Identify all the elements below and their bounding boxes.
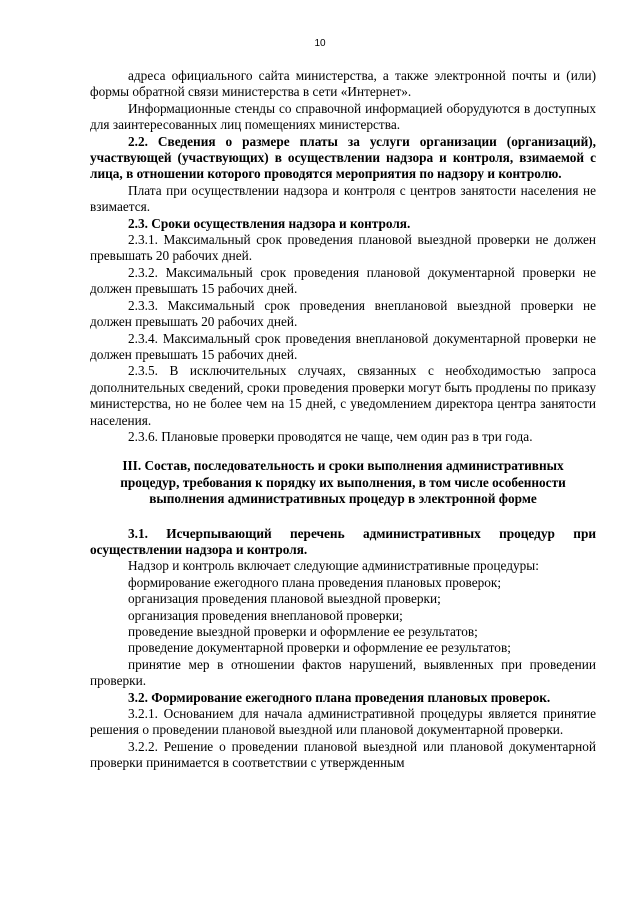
section-heading-2-2: 2.2. Сведения о размере платы за услуги организации (организаций), участвующей (участвующих) в осуществлении надзора и контроля, взимаемой с лица, в отношении которого проводятся мероприятия по надзору и контролю. — [90, 133, 596, 182]
section-heading-3-1: 3.1. Исчерпывающий перечень административных процедур при осуществлении надзора и контроля. — [90, 525, 596, 557]
list-item: проведение документарной проверки и оформление ее результатов; — [128, 640, 511, 656]
paragraph: 2.3.5. В исключительных случаях, связанных с необходимостью запроса дополнительных сведений, сроки проведения проверки могут быть продлены по приказу министерства, но не более чем на 15 дней, с уведомлением директора центра занятости населения. — [90, 363, 596, 428]
chapter-title-iii: III. Состав, последовательность и сроки выполнения административных процедур, требования к порядку их выполнения, в том числе особенности выполнения административных процедур в электронной форме — [120, 458, 566, 507]
page-number: 10 — [314, 38, 326, 49]
list-item: организация проведения внеплановой проверки; — [128, 607, 403, 623]
paragraph: 3.2.2. Решение о проведении плановой выездной или плановой документарной проверки принимается в соответствии с утвержденным — [90, 738, 596, 771]
paragraph: Надзор и контроль включает следующие административные процедуры: — [128, 558, 539, 574]
paragraph: 2.3.3. Максимальный срок проведения внеплановой выездной проверки не должен превышать 20 рабочих дней. — [90, 297, 596, 330]
list-item: проведение выездной проверки и оформление ее результатов; — [128, 624, 478, 639]
paragraph: 2.3.4. Максимальный срок проведения внеплановой документарной проверки не должен превышать 15 рабочих дней. — [90, 330, 596, 362]
paragraph: 2.3.6. Плановые проверки проводятся не чаще, чем один раз в три года. — [128, 428, 533, 444]
document-body — [90, 68, 596, 772]
section-heading-3-2: 3.2. Формирование ежегодного плана проведения плановых проверок. — [128, 689, 551, 705]
list-item: формирование ежегодного плана проведения плановых проверок; — [128, 574, 502, 590]
paragraph: 2.3.1. Максимальный срок проведения плановой выездной проверки не должен превышать 20 рабочих дней. — [90, 232, 596, 264]
paragraph: Информационные стенды со справочной информацией оборудуются в доступных для заинтересованных лиц помещениях министерства. — [90, 100, 596, 133]
paragraph: Плата при осуществлении надзора и контроля с центров занятости населения не взимается. — [90, 182, 596, 215]
section-heading-2-3: 2.3. Сроки осуществления надзора и контроля. — [128, 215, 411, 231]
paragraph: 2.3.2. Максимальный срок проведения плановой документарной проверки не должен превышать 15 рабочих дней. — [90, 264, 596, 297]
paragraph: адреса официального сайта министерства, а также электронной почты и (или) формы обратной связи министерства в сети «Интернет». — [90, 68, 596, 100]
list-item: организация проведения плановой выездной проверки; — [128, 591, 441, 607]
list-item: принятие мер в отношении фактов нарушений, выявленных при проведении проверки. — [90, 656, 596, 689]
paragraph: 3.2.1. Основанием для начала административной процедуры является принятие решения о проведении плановой выездной или плановой документарной проверки. — [90, 706, 596, 738]
